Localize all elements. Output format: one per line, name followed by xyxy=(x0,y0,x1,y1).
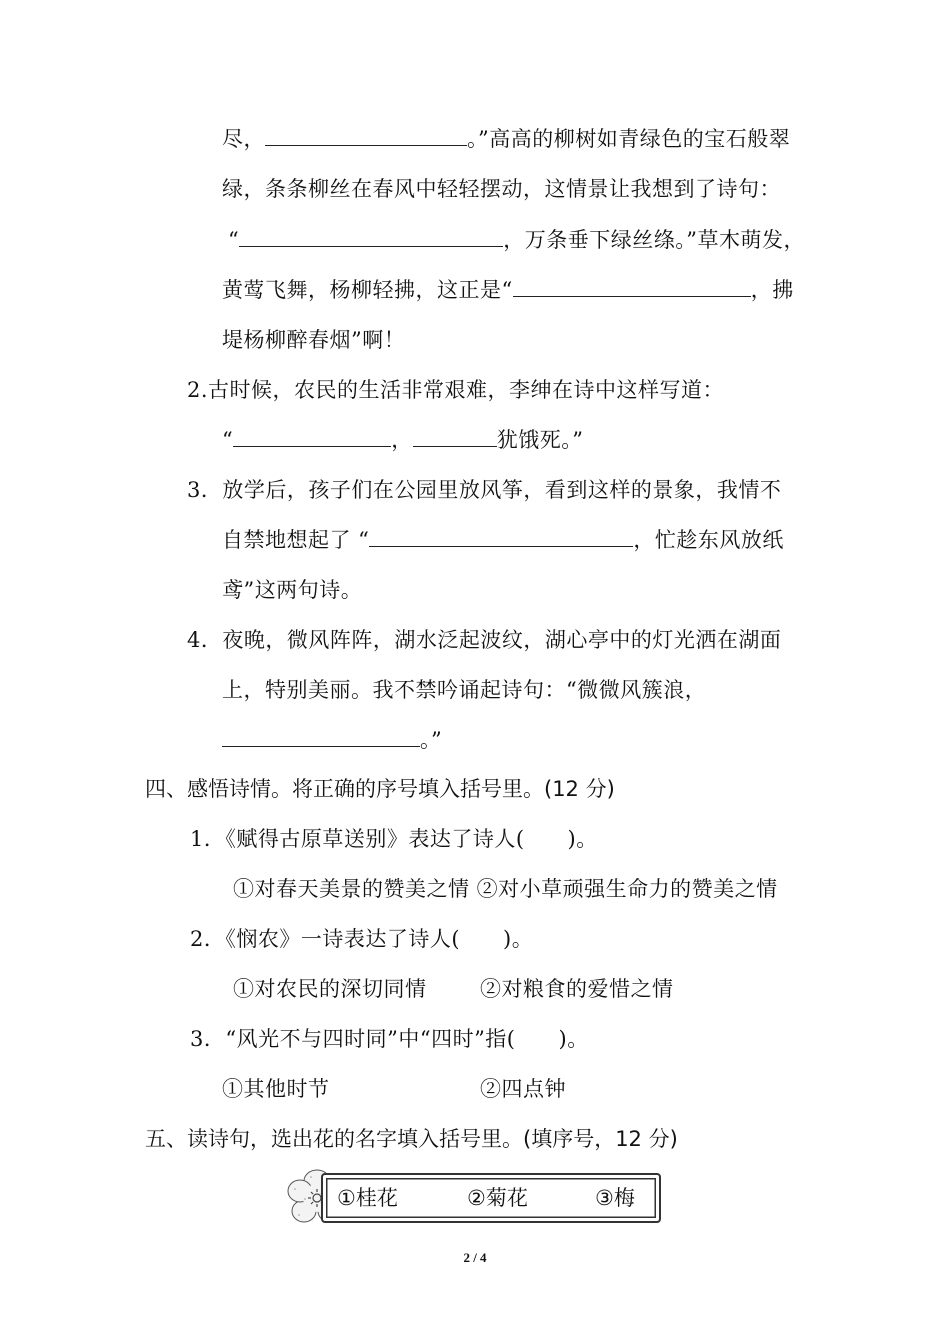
flower-options-box xyxy=(287,1169,663,1227)
q4-item1-question: 1．《赋得古原草送别》表达了诗人( )。 xyxy=(190,827,598,851)
fill-blank[interactable] xyxy=(222,726,420,747)
fill-blank[interactable] xyxy=(239,226,503,247)
flower-option-3: ③梅 xyxy=(595,1186,635,1210)
flower-option-2: ②菊花 xyxy=(467,1186,528,1210)
q4-item2-option1: ①对农民的深切同情 xyxy=(233,977,427,1001)
q4-item3-option1: ①其他时节 xyxy=(222,1077,330,1101)
section-four-heading: 四、感悟诗情。将正确的序号填入括号里。(12 分) xyxy=(145,777,615,801)
flower-options-frame xyxy=(321,1173,661,1223)
fill-blank[interactable] xyxy=(413,426,497,447)
fill-blank[interactable] xyxy=(265,125,467,146)
page-number: 2 / 4 xyxy=(463,1250,487,1265)
q4-item1-options: ①对春天美景的赞美之情 ②对小草顽强生命力的赞美之情 xyxy=(233,877,778,901)
q3-item3-line1: 3．放学后，孩子们在公园里放风筝，看到这样的景象，我情不 xyxy=(187,478,782,502)
q3-item2-line1: 2.古时候，农民的生活非常艰难，李绅在诗中这样写道： xyxy=(187,378,725,402)
q3-item4-line2: 上，特别美丽。我不禁吟诵起诗句：“微微风簇浪， xyxy=(222,678,707,702)
section-five-heading: 五、读诗句，选出花的名字填入括号里。(填序号，12 分) xyxy=(145,1127,678,1151)
q3-item1-line3: “ ，万条垂下绿丝绦。”草木萌发， xyxy=(228,228,805,252)
fill-blank[interactable] xyxy=(369,526,633,547)
q3-item3-line2: 自禁地想起了 “ ，忙趁东风放纸 xyxy=(222,528,784,552)
q3-item1-line4: 黄莺飞舞，杨柳轻拂，这正是“ ，拂 xyxy=(222,278,794,302)
flower-option-1: ①桂花 xyxy=(337,1186,398,1210)
q3-item4-line3: 。” xyxy=(222,725,442,755)
q4-item2-question: 2．《悯农》一诗表达了诗人( )。 xyxy=(190,927,534,951)
q4-item3-option2: ②四点钟 xyxy=(480,1077,566,1101)
q3-item2-line2: “ ， 犹饿死。” xyxy=(222,428,584,452)
fill-blank[interactable] xyxy=(233,426,391,447)
q4-item3-question: 3．“风光不与四时同”中“四时”指( )。 xyxy=(190,1027,589,1051)
q3-item4-line1: 4．夜晚，微风阵阵，湖水泛起波纹，湖心亭中的灯光洒在湖面 xyxy=(187,628,782,652)
q3-item1-line2: 绿，条条柳丝在春风中轻轻摆动，这情景让我想到了诗句： xyxy=(222,177,781,201)
fill-blank[interactable] xyxy=(513,276,751,297)
q4-item2-option2: ②对粮食的爱惜之情 xyxy=(480,977,674,1001)
q3-item1-line1: 尽， 。”高高的柳树如青绿色的宝石般翠 xyxy=(222,127,791,151)
q3-item3-line3: 鸢”这两句诗。 xyxy=(222,578,363,602)
q3-item1-line5: 堤杨柳醉春烟”啊！ xyxy=(222,328,406,352)
